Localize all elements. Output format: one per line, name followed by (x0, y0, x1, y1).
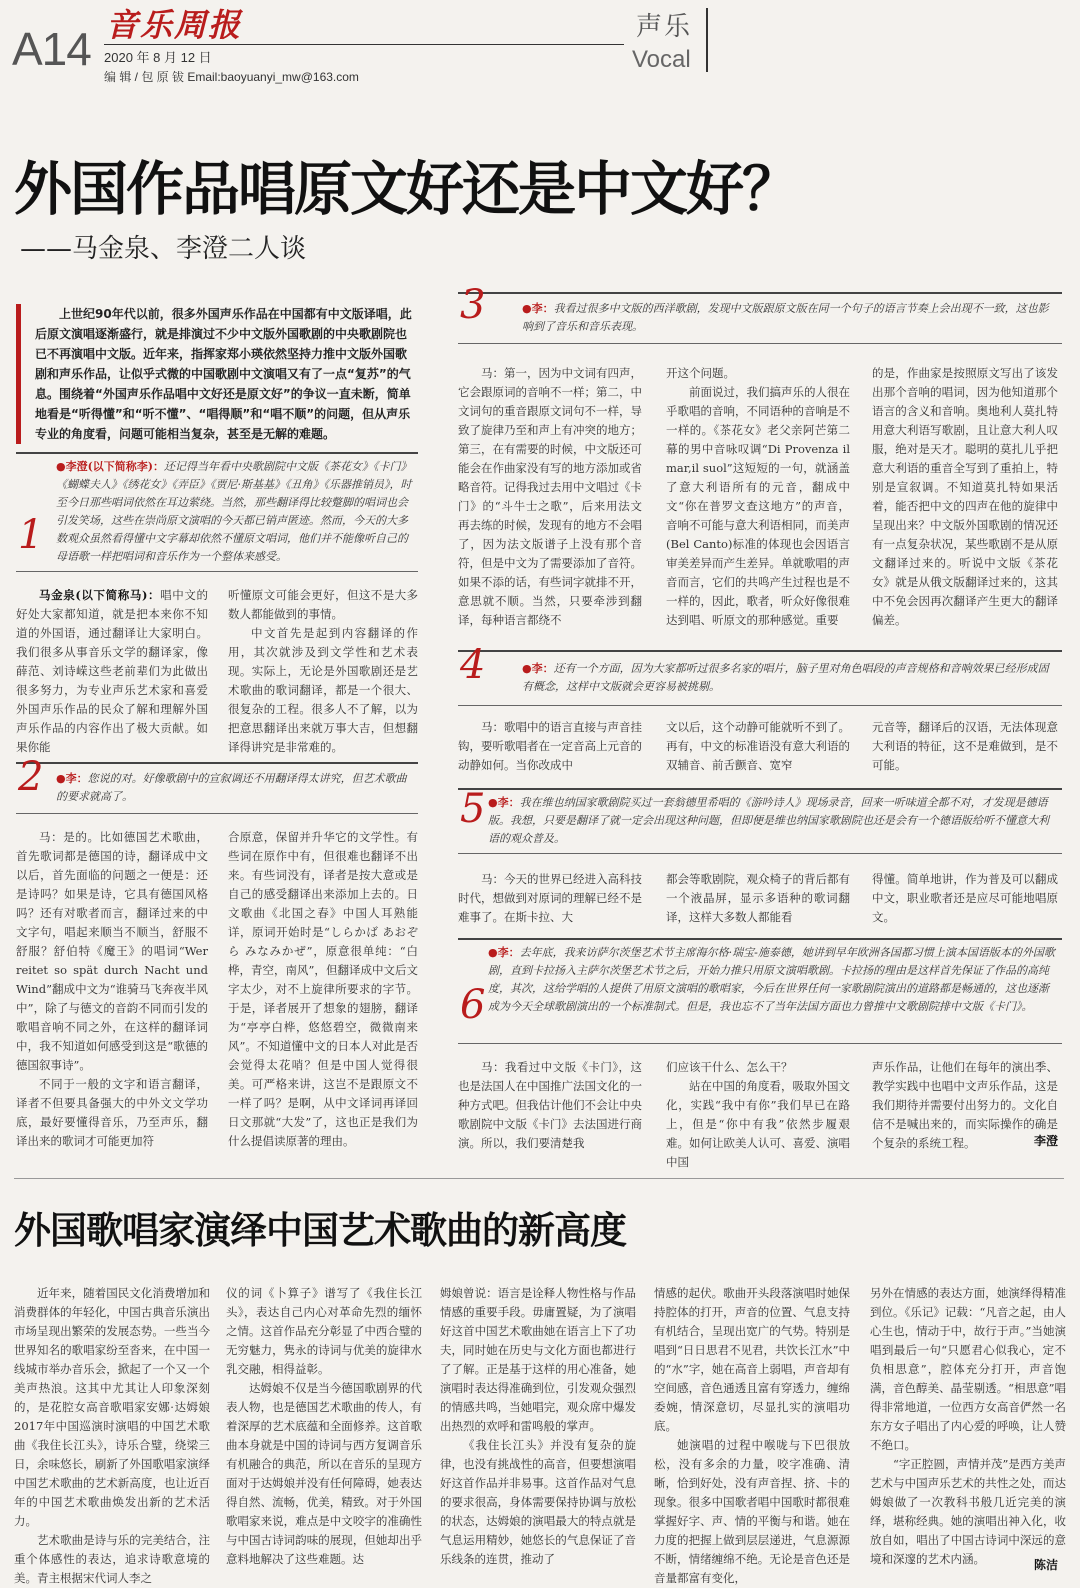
paragraph: 开这个问题。 (666, 366, 735, 380)
answer-speaker: 马金泉(以下简称马)： (39, 588, 161, 602)
answer-3-col-3: 的是，作曲家是按照原文写出了该发出那个音响的唱词，因为他知道那个语言的含义和音响。奥地利人莫扎特用意大利语写歌剧，且让意大利人叹服，绝对是天才。聪明的莫扎儿乎把意大利语的重音全写到了重拍上，特别是宣叙调。不知道莫扎特如果活着，能否把中文的四声在他的旋律中呈现出来？中文版外国歌剧的情况还有一点复杂状况，某些歌剧不是从原文翻译过来的。听说中文版《茶花女》就是从俄文版翻译过来的，这其中不免会因再次翻译产生更大的翻译偏差。 (872, 366, 1058, 627)
question-number: 2 (18, 754, 44, 800)
paragraph: 站在中国的角度看，吸取外国文化，实践“我中有你”我们早已在路上，但是“你中有我”依然步履艰难。如何让欧美人认可、喜爱、演唱中国 (666, 1079, 850, 1169)
question-text (488, 794, 1058, 848)
question-box-6 (458, 938, 1062, 1044)
question-text (56, 458, 416, 566)
section-name-en: Vocal (632, 46, 691, 73)
page-number: A14 (12, 23, 91, 75)
question-box-3 (458, 282, 1062, 344)
issue-date: 2020 年 8 月 12 日 (104, 50, 212, 65)
question-speaker: ●李： (522, 302, 554, 315)
paragraph: 听懂原文可能会更好，但这不是大多数人都能做到的事情。 (228, 588, 418, 621)
paragraph: 前面说过，我们搞声乐的人很在乎歌唱的音响，不同语种的音响是不一样的。《茶花女》老父亲阿芒第二幕的男中音咏叹调“Di Provenza il mar,il suol”这短短的一句，就涵盖了意大利语所有的元音，翻成中文“你在普罗文查这地方”的声音，音响不可能与意大利语相同，而美声(Bel Canto)标准的体现也会因语言审美差异而产生差异。单就歌唱的声音而言，它们的共鸣产生过程也是不一样的，因此，歌者，听众好像很难达到唱、听原文的那种感觉。重要 (666, 385, 850, 627)
paragraph: 达姆娘不仅是当今德国歌剧界的代表人物，也是德国艺术歌曲的传人，有着深厚的艺术底蕴和全面修养。这首歌曲本身就是中国的诗词与西方复调音乐有机融合的典范，所以在音乐的呈现方面对于达姆娘并没有任何障碍，她表达得自然、流畅，优美，精致。对于外国歌唱家来说，难点是中文咬字的准确性与中国古诗词韵味的展现，但她却出乎意料地解决了这些难题。达 (226, 1381, 422, 1566)
question-box-1 (16, 452, 418, 572)
article-lead: 上世纪90年代以前，很多外国声乐作品在中国都有中文版译唱，此后原文演唱逐渐盛行，就是排演过不少中文版外国歌剧的中央歌剧院也已不再演唱中文版。近年来，指挥家郑小瑛依然坚持力推中文版外国歌剧和声乐作品，让似乎式微的中国歌剧中文演唱又有了一点“复苏”的气息。围绕着“外国声乐作品唱中文好还是原文好”的争议一直未断，简单地看是“听得懂”和“听不懂”、“唱得顺”和“唱不顺”的问题，但从声乐专业的角度看，问题可能相当复杂，甚至是无解的难题。 (16, 304, 418, 444)
editor-line: 编 辑 / 包 原 钹 Email:baoyuanyi_mw@163.com (104, 70, 359, 84)
paragraph: 她演唱的过程中喉咙与下巴很放松，没有多余的力量，咬字准确、清晰，恰到好处，没有声音捏、挤、卡的现象。很多中国歌者唱中国歌时都很难掌握好字、声、情的平衡与和谐。她在力度的把握上做到层层递进，气息源源不断，情绪缠绵不绝。无论是音色还是音量都富有变化， (654, 1438, 850, 1585)
answer-6-col-3: 声乐作品，让他们在每年的演出季、教学实践中也唱中文声乐作品，这是我们期待并需要付出努力的。文化自信不是喊出来的，而实际操作的确是个复杂的系统工程。 (872, 1060, 1058, 1150)
paragraph: 《我住长江头》并没有复杂的旋律，也没有挑战性的高音，但要想演唱好这首作品并非易事。这首作品对气息的要求很高，身体需要保持协调与放松的状态，达姆娘的演唱最大的特点就是气息运用精妙，她悠长的气息保证了音乐线条的连贯，推动了 (440, 1438, 636, 1566)
header-rule (104, 44, 624, 45)
article-2-col-2 (226, 1284, 422, 1574)
question-body: 您说的对。好像歌剧中的宣叙调还不用翻译得太讲究，但艺术歌曲的要求就高了。 (56, 772, 407, 803)
question-text (522, 300, 1058, 336)
answer-6-col-2 (666, 1058, 850, 1169)
answer-5-col-1: 马：今天的世界已经进入高科技时代，想做到对原词的理解已经不是难事了。在斯卡拉、大 (458, 872, 642, 924)
answer-2-col-1 (16, 828, 208, 1154)
question-box-5 (458, 788, 1062, 854)
newspaper-logo: 音乐周报 (106, 6, 243, 44)
answer-4-col-1: 马：歌唱中的语言直接与声音挂钩，要听歌唱者在一定音高上元音的动静如何。当你改成中 (458, 720, 642, 772)
answer-3-col-1: 马：第一，因为中文词有四声，它会跟原词的音响不一样；第二，中文词句的重音跟原文词句不一样，导致了旋律乃至和声上有冲突的地方；第三，在有需要的时候，中文版还可能会在作曲家没有写的地方添加或省略音符。记得我过去用中文唱过《卡门》的“斗牛士之歌”，后来用法文再去练的时候，发现有的地方不会唱了，因为法文版谱子上没有那个音符，但是中文为了需要添加了音符。如果不添的话，有些词字就排不开，意思就不顺。当然，只要牵涉到翻译，每种语言都绕不 (458, 366, 642, 627)
question-body: 还有一个方面，因为大家都听过很多名家的唱片，脑子里对角色唱段的声音规格和音响效果已经形成固有概念，这样中文版就会更容易被挑剔。 (522, 662, 1049, 693)
answer-3-col-2 (666, 364, 850, 634)
paragraph: “字正腔圆，声情并茂”是西方美声艺术与中国声乐艺术的共性之处，而达姆娘做了一次教科书般几近完美的演绎，堪称经典。她的演唱出神入化，收放自如，唱出了中国古诗词中深远的意境和深邃的艺术内涵。 (870, 1457, 1066, 1566)
question-box-2 (16, 754, 418, 814)
answer-body: 唱中文的好处大家都知道，就是把本来你不知道的外国语，通过翻译让大家明白。我们很多从事音乐文学的翻译家，像薛范、刘诗嵘这些老前辈们为此做出很多努力，为专业声乐艺术家和喜爱外国声乐作品的民众了解和理解外国声乐作品的内容作出了极大贡献。如果你能 (16, 588, 209, 754)
answer-2-col-2 (228, 828, 418, 1154)
paragraph: 马：是的。比如德国艺术歌曲，首先歌词都是德国的诗，翻译成中文以后，首先面临的问题之一便是：还是诗吗？如果是诗，它具有德国风格吗？还有对歌者而言，翻译过来的中文字句，唱起来顺当不顺当，舒服不舒服？舒伯特《魔王》的唱词“Wer reitet so spät durch Nacht und Wind”翻成中文为“谁骑马飞奔夜半风中”，除了与德文的音韵不同而引发的歌唱音响不同之外，在这样的翻译词中，我不知道如何感受到这是“歌德的德国叙事诗”。 (16, 830, 208, 1072)
question-body: 我在维也纳国家歌剧院买过一套翁德里希唱的《游吟诗人》现场录音，回来一听味道全都不对，才发现是德语版。我想，只要是翻译了就一定会出现这种问题，但即便是维也纳国家歌剧院也还是会有一个德语版给听不懂意大利语的观众普及。 (488, 796, 1049, 845)
answer-5-col-2: 都会等歌剧院，观众椅子的背后都有一个液晶屏，显示多语种的歌词翻译，这样大多数人都能看 (666, 872, 850, 924)
article-title: 外国作品唱原文好还是中文好？ (14, 155, 799, 223)
article-subtitle: ——马金泉、李澄二人谈 (20, 234, 307, 264)
question-number: 1 (18, 512, 44, 558)
answer-1-col-2 (228, 586, 418, 752)
question-number: 5 (460, 786, 486, 832)
article-2-col-1 (14, 1284, 210, 1585)
section-divider (706, 8, 708, 72)
paragraph: 合原意，保留并升华它的文学性。有些词在原作中有，但很难也翻译不出来。有些词没有，译者是按大意或是自己的感受翻译出来添加上去的。日文歌曲《北国之春》中国人耳熟能详，原词开始时是“しらかば あおぞら みなみかぜ”，原意很单纯：“白桦，青空，南风”，但翻译成中文后文字太少，对不上旋律所要求的字节。于是，译者展开了想象的翅膀，翻译为“亭亭白桦，悠悠碧空，微微南来风”。不知道懂中文的日本人对此是否会觉得太花哨？但是中国人觉得很美。可严格来讲，这岂不是跟原文不一样了吗？是啊，从中文译词再译回日文那就“大发”了，这也正是我们为什么提倡读原著的理由。 (228, 830, 418, 1148)
answer-4-col-2: 文以后，这个动静可能就听不到了。再有，中文的标准语没有意大利语的双辅音、前舌颤音、宽窄 (666, 720, 850, 772)
answer-4-col-3: 元音等，翻译后的汉语，无法体现意大利语的特征，这不是难做到，是不可能。 (872, 720, 1058, 772)
article-2-col-4 (654, 1284, 850, 1585)
question-number: 3 (460, 282, 486, 328)
question-speaker: ●李： (488, 796, 520, 809)
question-text (522, 660, 1058, 696)
article-2-col-3 (440, 1284, 636, 1574)
paragraph: 另外在情感的表达方面，她演绎得精准到位。《乐记》记载：“凡音之起，由人心生也，情动于中，故行于声。”当她演唱到最后一句“只愿君心似我心，定不负相思意”，腔体充分打开，声音饱满，音色醇美、晶莹剔透。“相思意”唱得非常地道，一位西方女高音俨然一名东方女子唱出了内心爱的呼唤，让人赞不绝口。 (870, 1286, 1066, 1452)
question-body: 去年底，我来访萨尔茨堡艺术节主席海尔格·瑞宝-施泰德，她讲到早年欧洲各国都习惯上演本国语版本的外国歌剧，直到卡拉扬入主萨尔茨堡艺术节之后，开始力推只用原文演唱歌剧。卡拉扬的理由是这样首先保证了作品的高纯度，其次，这给学唱的人提供了用原文演唱的歌唱家，今后在世界任何一家歌剧院演出的道路都是畅通的，这也逐渐成为今天全球歌剧演出的一个标准制式。但是，我也忘不了当年法国方面也力曾推中文歌剧院排中文版《卡门》。 (488, 946, 1055, 1013)
section-rule (14, 1178, 1064, 1179)
article-2-title: 外国歌唱家演绎中国艺术歌曲的新高度 (14, 1209, 626, 1252)
paragraph: 近年来，随着国民文化消费增加和消费群体的年轻化，中国古典音乐演出市场呈现出繁荣的发展态势。一些当今世界知名的歌唱家纷至沓来，在中国一线城市举办音乐会，掀起了一个又一个美声热浪。这其中尤其让人印象深刻的，是花腔女高音歌唱家安娜·达姆娘2017年中国巡演时演唱的中国艺术歌曲《我住长江头》，诗乐合璧，绕梁三日，余味悠长，刷新了外国歌唱家演绎中国艺术歌曲的艺术新高度，也让近百年的中国艺术歌曲焕发出新的艺术活力。 (14, 1286, 210, 1528)
question-body: 我看过很多中文版的西洋歌剧，发现中文版跟原文版在同一个句子的语言节奏上会出现不一致，这也影响到了音乐和音乐表现。 (522, 302, 1049, 333)
question-speaker: ●李： (488, 946, 520, 959)
question-body: 还记得当年看中央歌剧院中文版《茶花女》《卡门》《蝴蝶夫人》《绣花女》《弄臣》《贾尼·斯基基》《丑角》《乐器推销员》，时至今日那些唱词依然在耳边萦绕。当然，那些翻译得比较蹩脚的唱词也会引发笑场，这些在崇尚原文演唱的今天都已销声匿迹。然而，今天的大多数观众虽然看得懂中文字幕却依然不懂原文唱词，他们并不能像听自己的母语歌一样把唱词和音乐作为一个整体来感受。 (56, 460, 412, 563)
author-signature: 李澄 (1034, 1134, 1059, 1148)
answer-6-col-1: 马：我看过中文版《卡门》，这也是法国人在中国推广法国文化的一种方式吧。但我估计他们不会让中央歌剧院中文版《卡门》去法国进行商演。所以，我们要清楚我 (458, 1060, 642, 1150)
question-speaker: ●李澄(以下简称李)： (56, 460, 165, 473)
question-number: 4 (460, 642, 486, 688)
paragraph: 仪的词《卜算子》谱写了《我住长江头》，表达自己内心对革命先烈的缅怀之情。这首作品充分彰显了中西合璧的无穷魅力，隽永的诗词与优美的旋律水乳交融，相得益彰。 (226, 1286, 422, 1376)
paragraph: 情感的起伏。歌曲开头段落演唱时她保持腔体的打开，声音的位置、气息支持有机结合，呈现出宽广的气势。特别是唱到“日日思君不见君，共饮长江水”中的“水”字，她在高音上弱唱，声音却有空间感，音色通透且富有穿透力，缠绵委婉，情深意切，尽显扎实的演唱功底。 (654, 1286, 850, 1433)
question-box-4 (458, 642, 1062, 706)
paragraph: 姆娘曾说：语言是诠释人物性格与作品情感的重要手段。毋庸置疑，为了演唱好这首中国艺术歌曲她在语言上下了功夫，同时她在历史与文化方面也都进行了了解。正是基于这样的用心准备，她演唱时表达得准确到位，引发观众强烈的情感共鸣，当她唱完，观众席中爆发出热烈的欢呼和雷鸣般的掌声。 (440, 1286, 636, 1433)
question-speaker: ●李： (56, 772, 88, 785)
question-speaker: ●李： (522, 662, 554, 675)
paragraph: 们应该干什么、怎么干？ (666, 1060, 793, 1074)
section-name-cn: 声乐 (636, 12, 693, 42)
answer-5-col-3: 得懂。简单地讲，作为普及可以翻成中文，职业歌者还是应尽可能地唱原文。 (872, 872, 1058, 924)
author-signature-2: 陈洁 (1034, 1558, 1059, 1572)
question-text (488, 944, 1058, 1016)
answer-1-col-1 (16, 586, 208, 752)
paragraph: 艺术歌曲是诗与乐的完美结合，注重个体感性的表达，追求诗歌意境的美。青主根据宋代词人李之 (14, 1533, 210, 1585)
paragraph: 中文首先是起到内容翻译的作用，其次就涉及到文学性和艺术表现。实际上，无论是外国歌剧还是艺术歌曲的歌词翻译，都是一个很大、很复杂的工程。很多人不了解，以为把意思翻译出来就万事大吉，但想翻译得讲究是非常难的。 (228, 626, 418, 754)
paragraph: 不同于一般的文字和语言翻译，译者不但要具备强大的中外文文学功底，最好要懂得音乐，乃至声乐，翻译出来的歌词才可能更加符 (16, 1077, 208, 1148)
question-text (56, 770, 416, 806)
question-number: 6 (460, 982, 486, 1028)
